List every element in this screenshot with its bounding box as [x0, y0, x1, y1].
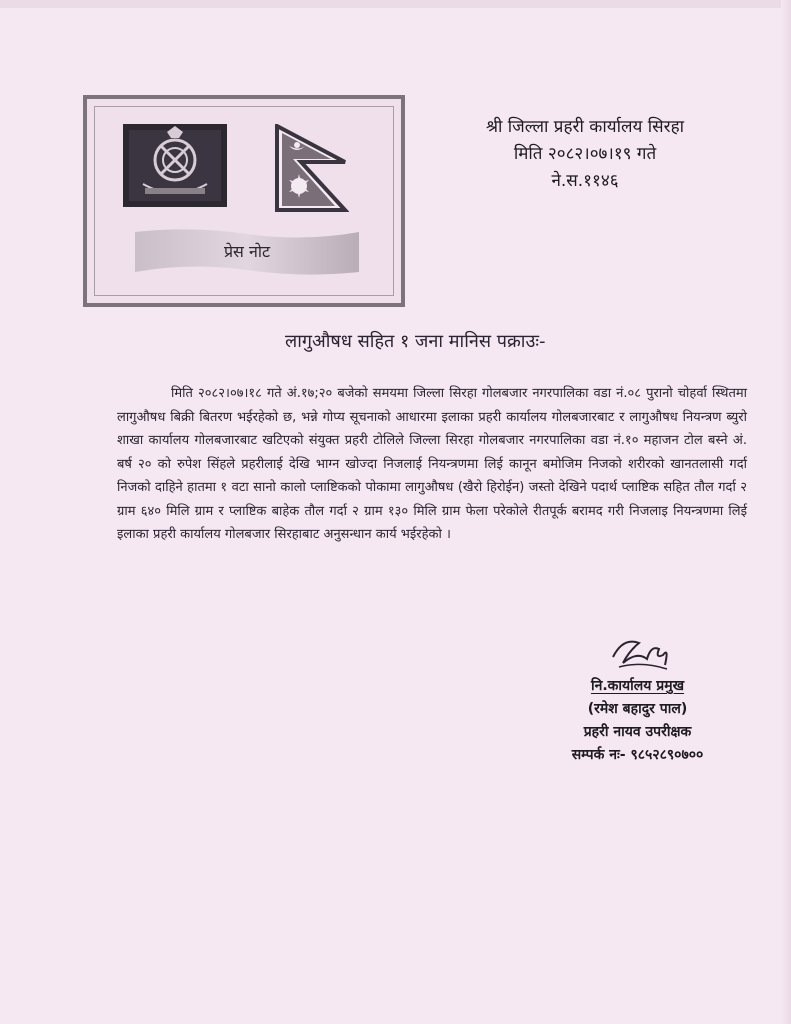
- reference-number: ने.स.११४६: [551, 171, 619, 191]
- office-name: श्री जिल्ला प्रहरी कार्यालय सिरहा: [485, 117, 685, 137]
- police-emblem-icon: [123, 124, 227, 207]
- page-right-edge: [781, 0, 791, 1024]
- signature-block: [545, 633, 730, 767]
- issue-date: मिति २०८२।०७।१९ गते: [513, 144, 657, 164]
- signatory-name: (रमेश बहादुर पाल): [587, 701, 688, 717]
- signatory-title: नि.कार्यालय प्रमुख: [590, 678, 685, 694]
- letterhead-box: [83, 95, 405, 307]
- news-title: लागुऔषध सहित १ जना मानिस पक्राउः-: [285, 331, 546, 352]
- signatory-rank: प्रहरी नायव उपरीक्षक: [583, 724, 692, 740]
- page-top-edge: [0, 0, 791, 8]
- office-heading: [430, 114, 740, 195]
- press-note-body: मिति २०८२।०७।१८ गते अं.१७;२० बजेको समयमा जिल्ला सिरहा गोलबजार नगरपालिका वडा नं.०८ पुरानो चोहर्वा स्थितमा लागुऔषध बिक्री बितरण भईरहेको छ, भन्ने गोप्य सूचनाको आधारमा इलाका प्रहरी कार्यालय गोलबजारबाट र लागुऔषध नियन्त्रण ब्युरो शाखा कार्यालय गोलबजारबाट खटिएको संयुक्त प्रहरी टोलिले जिल्ला सिरहा गोलबजार नगरपालिका वडा नं.१० महाजन टोल बस्ने अं. बर्ष २० को रुपेश सिंहले प्रहरीलाई देखि भाग्न खोज्दा निजलाई नियन्त्रणमा लिई कानून बमोजिम निजको शरीरको खानतलासी गर्दा निजको दाहिने हातमा १ वटा सानो कालो प्लाष्टिकको पोकामा लागुऔषध (खैरो हिरोईन) जस्तो देखिने पदार्थ प्लाष्टिक सहित तौल गर्दा २ ग्राम ६४० मिलि ग्राम र प्लाष्टिक बाहेक तौल गर्दा २ ग्राम १३० मिलि ग्राम फेला परेकोले रीतपूर्क बरामद गरी निजलाइ नियन्त्रणमा लिई इलाका प्रहरी कार्यालय गोलबजार सिरहाबाट अनुसन्धान कार्य भईरहेको ।: [117, 386, 747, 542]
- nepal-flag-icon: [275, 124, 349, 212]
- handwritten-signature: [593, 633, 683, 675]
- press-note-label: प्रेस नोट: [223, 242, 271, 261]
- signatory-contact: सम्पर्क नः- ९८५२८९०७००: [571, 747, 704, 763]
